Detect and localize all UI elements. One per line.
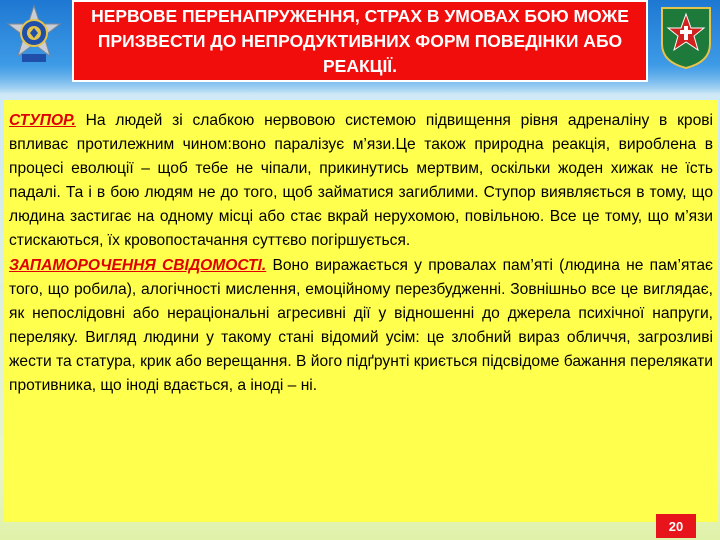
stupor-text: На людей зі слабкою нервовою системою підвищення рівня адреналіну в крові впливає протилежним чином:воно паралізує м’язи.Це також природна реакція, вироблена в процесі еволюції – щоб тебе не чіпали, прикинутись мертвим, оскільки жоден хижак не їсть падалі. Та і в бою людям не до того, щоб займатися загиблими. Ступор виявляється в тому, що людина застигає на одному місці або стає вкрай нерухомою, повільною. Все це тому, що м’язи стискаються, їх кровопостачання суттєво погіршується. <box>9 112 713 250</box>
university-emblem-icon <box>4 4 64 68</box>
slide-title: НЕРВОВЕ ПЕРЕНАПРУЖЕННЯ, СТРАХ В УМОВАХ БОЮ МОЖЕ ПРИЗВЕСТИ ДО НЕПРОДУКТИВНИХ ФОРМ ПОВЕДІНКИ АБО РЕАКЦІЇ. <box>72 0 648 82</box>
paragraph-stupor <box>9 109 713 254</box>
paragraph-dizziness <box>9 254 713 399</box>
term-dizziness: ЗАПАМОРОЧЕННЯ СВІДОМОСТІ. <box>9 256 267 274</box>
page-number: 20 <box>656 514 696 538</box>
military-emblem-icon <box>658 4 714 70</box>
content-panel <box>4 100 718 522</box>
dizziness-text: Воно виражається у провалах пам’яті (людина не пам’ятає того, що робила), алогічності мислення, емоційному перезбудженні. Зовнішньо все це виглядає, як непослідовні або нераціональні агресивні дії у відношенні до джерела психічної напруги, переляку. Вигляд людини у такому стані відомий усім: це злобний вираз обличчя, загрозливі жести та статура, крик або верещання. В його підґрунті криється підсвідоме бажання перелякати противника, що іноді вдається, а іноді – ні. <box>9 256 714 395</box>
term-stupor: СТУПОР. <box>9 112 76 129</box>
